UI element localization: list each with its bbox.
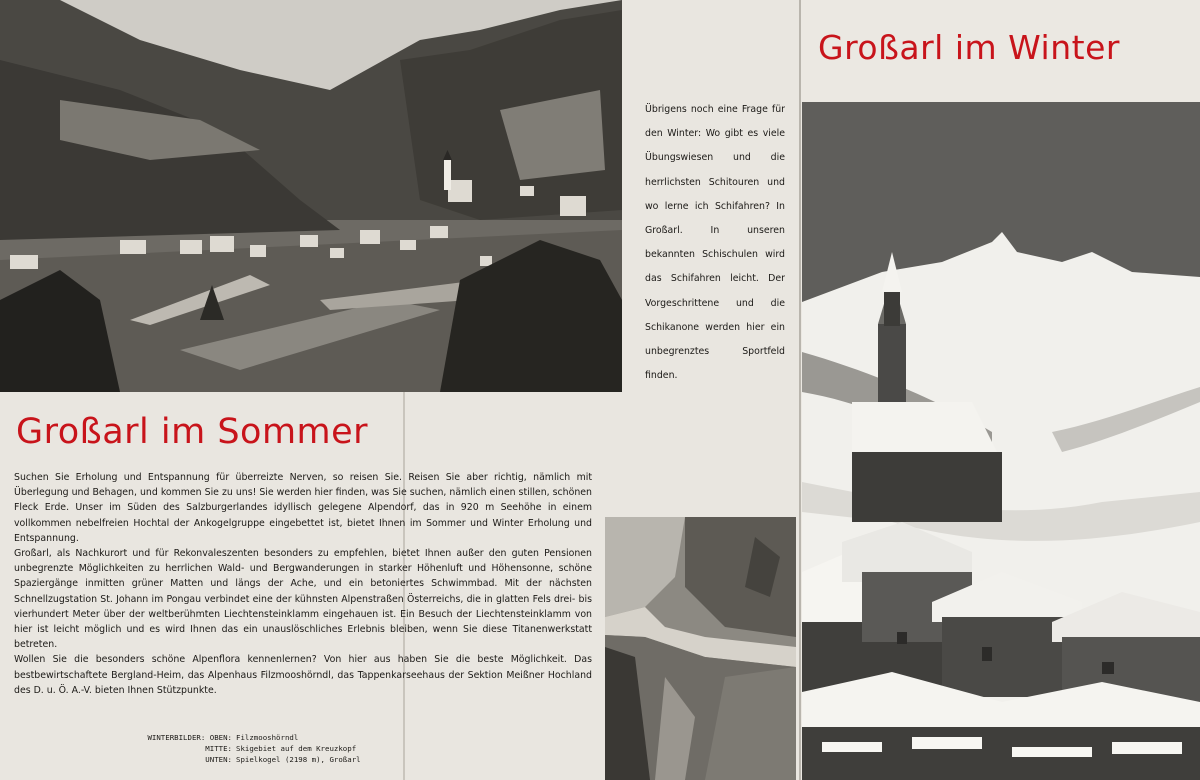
caption-text: Filzmooshörndl xyxy=(236,733,299,742)
caption-label: UNTEN: xyxy=(205,755,232,764)
valley-village-photo xyxy=(0,0,622,392)
caption-text: Spielkogel (2198 m), Großarl xyxy=(236,755,361,764)
caption-label: WINTERBILDER: OBEN: xyxy=(147,733,232,742)
fold-line-right xyxy=(799,0,801,780)
caption-row xyxy=(140,743,361,754)
winter-village-illustration xyxy=(802,102,1200,780)
sommer-paragraph: Suchen Sie Erholung und Entspannung für überreizte Nerven, so reisen Sie. Reisen Sie aber richtig, nämlich mit Überlegung und Behagen, und kommen Sie zu uns! Sie werden hier finden, was Sie suchen, nämlich einen stillen, schönen Fleck Erde. Unser im Süden des Salzburgerlandes idyllisch gelegene Alpendorf, das in 920 m Seehöhe in einem vollkommen nebelfreien Hochtal der Ankogelgruppe eingebettet ist, bietet Ihnen im Sommer und Winter Erholung und Entspannung. xyxy=(14,472,592,544)
sommer-body-text xyxy=(14,470,592,698)
caption-label: MITTE: xyxy=(205,744,232,753)
winter-body-text: Übrigens noch eine Frage für den Winter: Wo gibt es viele Übungswiesen und die herrlichsten Schitouren und wo lerne ich Schifahren? In Großarl. In unseren bekannten Schischulen wird das Schifahren leicht. Der Vorgeschrittene und die Schikanone werden hier ein unbegrenztes Sportfeld finden. xyxy=(645,104,785,382)
sommer-paragraph: Wollen Sie die besonders schöne Alpenflora kennenlernen? Von hier aus haben Sie die beste Möglichkeit. Das bestbewirtschaftete Bergland-Heim, das Alpenhaus Filzmooshörndl, das Tappenkarseehaus der Sektion Meißner Hochland des D. u. Ö. A.-V. bieten Ihnen Stützpunkte. xyxy=(14,654,592,696)
sommer-paragraph: Großarl, als Nachkurort und für Rekonvaleszenten besonders zu empfehlen, bietet Ihnen außer den guten Pensionen unbegrenzte Möglichkeiten zu herrlichen Wald- und Bergwanderungen in starker Höhenluft und Höhensonne, schöne Spaziergänge inmitten grüner Matten und längs der Ache, und ein betoniertes Schwimmbad. Mit der nächsten Schnellzugstation St. Johann im Pongau verbindet eine der kühnsten Alpenstraßen Österreichs, die in glatten Fels drei- bis vierhundert Meter über der weltberühmten Liechtensteinklamm eingehauen ist. Ein Besuch der Liechtensteinklamm von hier ist leicht möglich und es wird Ihnen das ein unauslöschliches Erlebnis bleiben, wenn Sie diese Titanenwerkstatt betreten. xyxy=(14,548,592,651)
gorge-road-photo xyxy=(605,517,796,780)
caption-row xyxy=(140,754,361,765)
caption-row xyxy=(140,732,361,743)
winter-title: Großarl im Winter xyxy=(818,28,1120,67)
sommer-title: Großarl im Sommer xyxy=(16,412,369,452)
winter-image-captions xyxy=(140,732,361,765)
caption-text: Skigebiet auf dem Kreuzkopf xyxy=(236,744,357,753)
